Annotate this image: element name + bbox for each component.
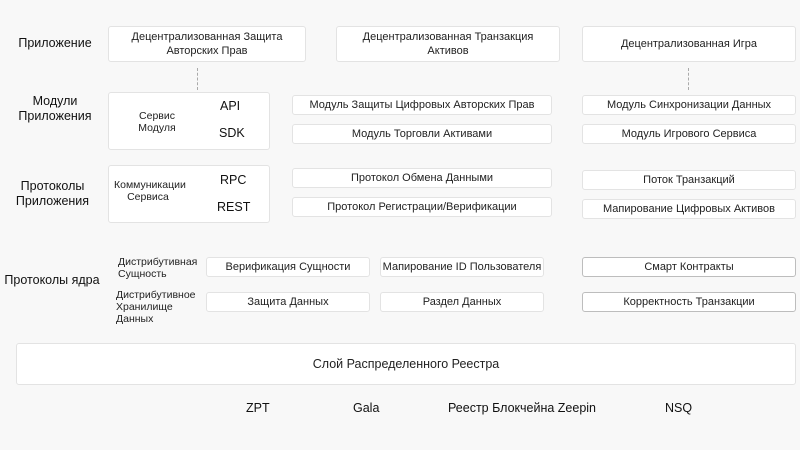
row-label-core-protocols: Протоколы ядра — [4, 273, 100, 287]
app-copyright-protection: Децентрализованная Защита Авторских Прав — [108, 26, 306, 62]
connector-line — [688, 68, 689, 90]
module-data-sync: Модуль Синхронизации Данных — [582, 95, 796, 115]
protocol-data-exchange: Протокол Обмена Данными — [292, 168, 552, 188]
app-game: Децентрализованная Игра — [582, 26, 796, 62]
module-asset-trading: Модуль Торговли Активами — [292, 124, 552, 144]
rest-label: REST — [217, 200, 251, 214]
connector-line — [197, 68, 198, 90]
module-copyright-protection: Модуль Защиты Цифровых Авторских Прав — [292, 95, 552, 115]
service-communication-label: Коммуникации Сервиса — [114, 179, 186, 203]
distributed-ledger-layer: Слой Распределенного Реестра — [16, 343, 796, 385]
module-game-service: Модуль Игрового Сервиса — [582, 124, 796, 144]
app-asset-transaction: Децентрализованная Транзакция Активов — [336, 26, 560, 62]
core-data-protection: Защита Данных — [206, 292, 370, 312]
core-identity-verification: Верификация Сущности — [206, 257, 370, 277]
core-user-id-mapping: Мапирование ID Пользователя — [380, 257, 544, 277]
row-label-app-modules: Модули Приложения — [18, 94, 92, 123]
row-label-app-protocols: Протоколы Приложения — [15, 179, 90, 208]
row-label-application: Приложение — [18, 36, 92, 50]
distributed-storage-label: Дистрибутивное Хранилище Данных — [116, 289, 196, 325]
protocol-transaction-stream: Поток Транзакций — [582, 170, 796, 190]
rpc-label: RPC — [220, 173, 247, 187]
footer-item-nsq: NSQ — [665, 401, 693, 415]
core-data-partition: Раздел Данных — [380, 292, 544, 312]
footer-item-zpt: ZPT — [246, 401, 270, 415]
api-label: API — [220, 99, 241, 113]
service-module-label: Сервис Модуля — [138, 110, 176, 134]
protocol-digital-asset-mapping: Мапирование Цифровых Активов — [582, 199, 796, 219]
core-transaction-correctness: Корректность Транзакции — [582, 292, 796, 312]
protocol-registration-verification: Протокол Регистрации/Верификации — [292, 197, 552, 217]
core-smart-contracts: Смарт Контракты — [582, 257, 796, 277]
footer-item-zeepin-ledger: Реестр Блокчейна Zeepin — [448, 401, 597, 415]
distributed-identity-label: Дистрибутивная Сущность — [118, 256, 198, 280]
sdk-label: SDK — [219, 126, 245, 140]
footer-item-gala: Gala — [353, 401, 380, 415]
